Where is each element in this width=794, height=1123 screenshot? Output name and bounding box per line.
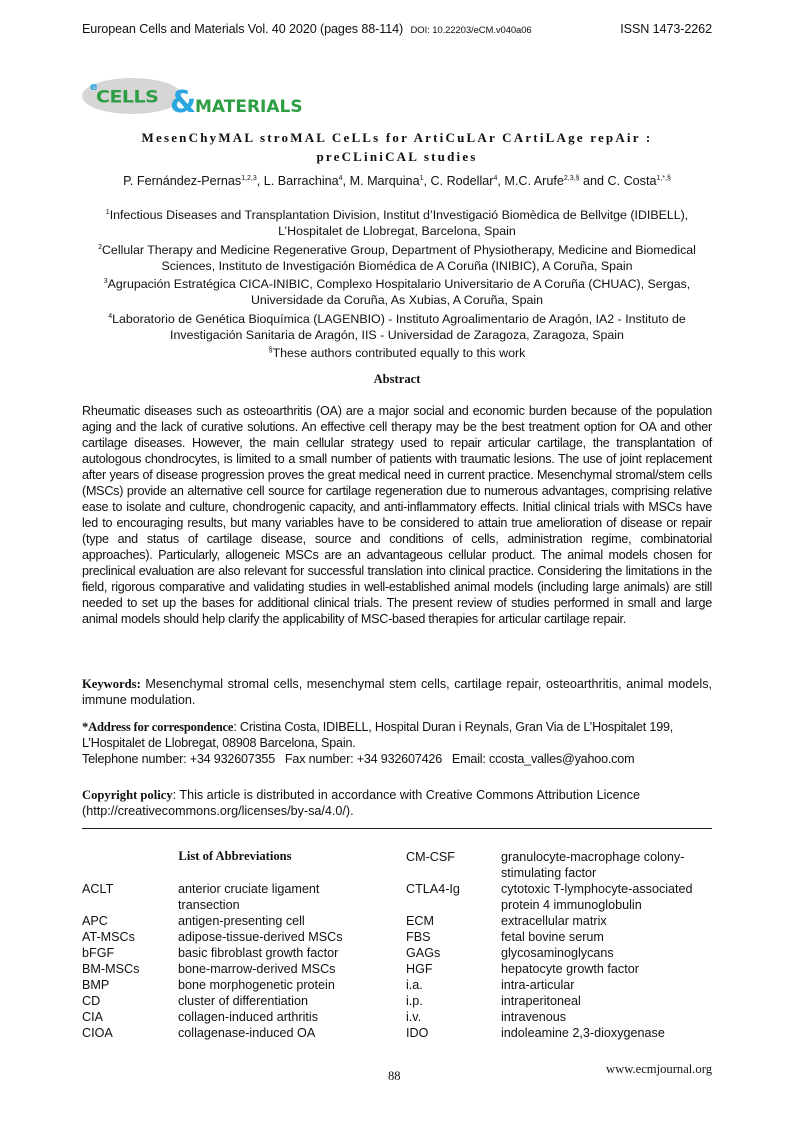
abbreviation-row <box>82 1009 382 1025</box>
author-name: M. Marquina <box>349 174 420 188</box>
abbreviation-definition: indoleamine 2,3-dioxygenase <box>501 1026 665 1040</box>
abbreviation-term: ECM <box>406 914 434 928</box>
affiliations <box>82 205 712 361</box>
abbreviation-row <box>406 1025 716 1041</box>
abbreviation-definition: hepatocyte growth factor <box>501 962 639 976</box>
affiliation-marker: 4 <box>108 312 113 320</box>
abbreviation-row <box>82 881 382 913</box>
abbreviation-term: AT-MSCs <box>82 930 135 944</box>
abbreviation-row <box>406 929 716 945</box>
abbreviation-term: APC <box>82 914 108 928</box>
affiliation <box>82 240 712 275</box>
title-line-1: MesenChyMAL stroMAL CeLLs for ArtiCuLAr CArtiLAge repAir : <box>141 130 653 145</box>
abbreviations-left-column <box>82 881 382 1041</box>
paper-title <box>82 128 712 166</box>
abbreviation-row <box>82 1025 382 1041</box>
author-separator: , <box>256 174 264 188</box>
abbreviation-row <box>406 993 716 1009</box>
author-affiliation-marker: 1,2,3 <box>241 174 257 182</box>
logo-e: e <box>90 80 98 93</box>
abbreviation-term: CTLA4-Ig <box>406 882 460 896</box>
abbreviation-row <box>406 1009 716 1025</box>
keywords <box>82 676 712 708</box>
abbreviation-definition: antigen-presenting cell <box>178 914 305 928</box>
affiliation-text: Agrupación Estratégica CICA-INIBIC, Complexo Hospitalario Universitario de A Coruña (CHUAC), Sergas, Universidade da Coruña, As Xubias, A Coruña, Spain <box>107 277 691 308</box>
copyright-label: Copyright policy <box>82 788 173 802</box>
abbreviation-definition: fetal bovine serum <box>501 930 604 944</box>
abbreviation-row <box>82 977 382 993</box>
section-divider <box>82 828 712 829</box>
abstract-heading: Abstract <box>373 372 421 386</box>
doi: DOI: 10.22203/eCM.v040a06 <box>410 25 532 36</box>
abbreviations-heading: List of Abbreviations <box>178 849 292 863</box>
affiliation <box>82 205 712 240</box>
abbreviation-term: FBS <box>406 930 431 944</box>
abbreviation-definition: glycosaminoglycans <box>501 946 614 960</box>
issn: ISSN 1473-2262 <box>620 22 712 36</box>
abbreviation-term: CM-CSF <box>406 850 455 864</box>
author-name: L. Barrachina <box>263 174 339 188</box>
correspondence-address: : Cristina Costa, IDIBELL, Hospital Duran i Reynals, Gran Via de L’Hospitalet 199, L’Hospitalet de Llobregat, 08908 Barcelona, Spain. <box>82 720 674 750</box>
abbreviation-definition: extracellular matrix <box>501 914 607 928</box>
author-separator: and <box>579 174 608 188</box>
abbreviation-definition: intravenous <box>501 1010 567 1024</box>
affiliation <box>82 274 712 309</box>
abbreviation-row <box>406 881 716 913</box>
affiliation <box>82 309 712 344</box>
abbreviation-definition: collagenase-induced OA <box>178 1026 316 1040</box>
abbreviation-term: GAGs <box>406 946 441 960</box>
author-name: C. Costa <box>607 174 657 188</box>
abbreviation-row <box>82 913 382 929</box>
author-affiliation-marker: 2,3,§ <box>563 174 580 182</box>
abbreviation-row <box>406 961 716 977</box>
abbreviation-term: ACLT <box>82 882 114 896</box>
author-separator: , <box>423 174 431 188</box>
abbreviation-definition: bone-marrow-derived MSCs <box>178 962 336 976</box>
copyright-policy <box>82 787 712 819</box>
abbreviation-definition: adipose-tissue-derived MSCs <box>178 930 343 944</box>
keywords-label: Keywords: <box>82 677 141 691</box>
copyright-text: : This article is distributed in accordance with Creative Commons Attribution Licence (http://creativecommons.org/licenses/by-sa/4.0/). <box>82 788 640 818</box>
abbreviation-row <box>406 913 716 929</box>
abbreviation-row <box>406 849 716 881</box>
affiliation-text: Infectious Diseases and Transplantation Division, Institut d’Investigació Biomèdica de Bellvitge (IDIBELL), L’Hospitalet de Llobregat, Barcelona, Spain <box>109 208 689 239</box>
abbreviation-row <box>82 961 382 977</box>
abbreviation-row <box>82 945 382 961</box>
running-header <box>82 22 712 36</box>
affiliation-text: These authors contributed equally to this work <box>272 346 526 361</box>
journal-citation: European Cells and Materials Vol. 40 2020 (pages 88-114) <box>82 22 404 36</box>
affiliation-marker: 1 <box>105 209 110 216</box>
abbreviation-row <box>82 929 382 945</box>
author-name: P. Fernández-Pernas <box>123 174 242 188</box>
affiliation-marker: § <box>268 347 273 355</box>
abbreviation-term: CIA <box>82 1010 103 1024</box>
affiliation-marker: 3 <box>103 278 108 286</box>
abbreviation-term: IDO <box>406 1026 429 1040</box>
journal-logo <box>82 78 303 120</box>
abbreviation-term: BMP <box>82 978 110 992</box>
keywords-text: Mesenchymal stromal cells, mesenchymal stem cells, cartilage repair, osteoarthritis, animal models, immune modulation. <box>82 677 712 707</box>
abbreviation-row <box>406 977 716 993</box>
abbreviation-definition: anterior cruciate ligament transection <box>178 882 320 912</box>
abbreviation-term: CIOA <box>82 1026 113 1040</box>
author-affiliation-marker: 4 <box>493 174 498 182</box>
abbreviation-term: i.a. <box>406 978 423 992</box>
title-line-2: preCLiniCAL studies <box>316 149 478 164</box>
correspondence <box>82 719 712 767</box>
abbreviation-definition: collagen-induced arthritis <box>178 1010 319 1024</box>
abbreviations-right-column <box>406 849 716 1041</box>
abbreviation-term: BM-MSCs <box>82 962 140 976</box>
journal-website: www.ecmjournal.org <box>606 1062 712 1076</box>
abstract-text: Rheumatic diseases such as osteoarthritis (OA) are a major social and economic burden because of the population aging and the lack of curative solutions. An effective cell therapy may be the best treatment option for OA and other cartilage diseases. However, the main cellular strategy used to repair articular cartilage, the transplantation of autologous chondrocytes, is limited to a small number of patients with traumatic lesions. The use of joint replacement after years of disease progression proves the great medical need in current practice. Mesenchymal stromal/stem cells (MSCs) provide an alternative cell source for cartilage regeneration due to numerous advantages, comprising relative ease to isolate and culture, chondrogenic capacity, and anti-inflammatory effects. Initial clinical trials with MSCs have led to encouraging results, but many variables have to be considered to attain true amelioration of disease or repair (type and status of cartilage disease, source and conditions of cells, administration regime, combinatorial approaches). Particularly, allogeneic MSCs are an advantageous cellular product. The animal models chosen for preclinical evaluation are also relevant for successful translation into clinical practice. Considering the limitations in the field, rigorous comparative and validating studies in well-established animal models (including large animals) are still needed to set up the bases for additional clinical trials. The present review of studies performed in small and large animal models should help clarify the applicability of MSC-based therapies for articular cartilage repair. <box>82 404 712 626</box>
logo-ampersand: & <box>170 85 197 120</box>
page-number: 88 <box>388 1069 401 1083</box>
author-affiliation-marker: 4 <box>338 174 343 182</box>
correspondence-contact: Telephone number: +34 932607355 Fax number: +34 932607426 Email: ccosta_valles@yahoo.com <box>82 752 635 766</box>
author-separator: , <box>497 174 505 188</box>
abbreviation-term: CD <box>82 994 101 1008</box>
abbreviation-term: i.p. <box>406 994 423 1008</box>
author-affiliation-marker: 1,*,§ <box>656 174 671 182</box>
abbreviation-term: i.v. <box>406 1010 422 1024</box>
affiliation-text: Laboratorio de Genética Bioquímica (LAGENBIO) - Instituto Agroalimentario de Aragón, IA2 - Instituto de Investigación Sanitaria de Aragón, IIS - Universidad de Zaragoza, Zaragoza, Spain <box>112 311 686 342</box>
abbreviation-term: HGF <box>406 962 433 976</box>
abbreviation-definition: basic fibroblast growth factor <box>178 946 339 960</box>
author-affiliation-marker: 1 <box>419 174 424 182</box>
abbreviation-definition: intraperitoneal <box>501 994 581 1008</box>
author-name: M.C. Arufe <box>504 174 564 188</box>
author-name: C. Rodellar <box>430 174 494 188</box>
author-separator: , <box>342 174 350 188</box>
abbreviation-definition: granulocyte-macrophage colony-stimulating factor <box>501 850 685 880</box>
abbreviation-definition: cluster of differentiation <box>178 994 308 1008</box>
abbreviation-definition: cytotoxic T-lymphocyte-associated protein 4 immunoglobulin <box>501 882 693 912</box>
abbreviation-term: bFGF <box>82 946 115 960</box>
abbreviation-row <box>82 993 382 1009</box>
affiliation <box>82 343 712 361</box>
affiliation-text: Cellular Therapy and Medicine Regenerative Group, Department of Physiotherapy, Medicine and Biomedical Sciences, Instituto de Investigación Biomédica de A Coruña (INIBIC), A Coruña, Spain <box>101 242 696 273</box>
correspondence-label: *Address for correspondence <box>82 720 234 734</box>
affiliation-marker: 2 <box>98 243 102 251</box>
logo-materials: MATERIALS <box>195 97 303 117</box>
abbreviation-definition: bone morphogenetic protein <box>178 978 335 992</box>
abbreviation-definition: intra-articular <box>501 978 575 992</box>
abbreviation-row <box>406 945 716 961</box>
author-list <box>82 174 712 188</box>
logo-cells: CELLS <box>96 87 159 107</box>
